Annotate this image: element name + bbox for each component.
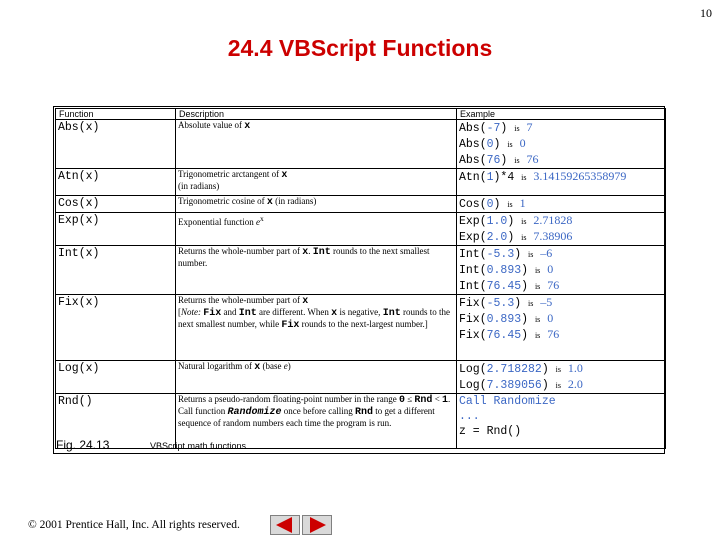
function-cell: [56, 196, 176, 213]
description-cell: Trigonometric arctangent of x (in radians): [176, 169, 457, 196]
description-cell: Trigonometric cosine of x (in radians): [176, 196, 457, 213]
right-arrow-icon: [302, 515, 332, 535]
example-cell: [457, 120, 666, 169]
table-row: [56, 169, 666, 196]
function-cell: [56, 120, 176, 169]
next-slide-button[interactable]: [302, 515, 332, 535]
example-line: z = Rnd(): [459, 425, 522, 438]
description-cell: Returns the whole-number part of x [Note: Fix and Int are different. When x is negative, Int rounds to the next smallest number, while Fix rounds to the next-largest number.]: [176, 295, 457, 361]
function-name: Int(x): [58, 247, 100, 260]
description-cell: Returns a pseudo-random floating-point number in the range 0 ≤ Rnd < 1. Call function Randomize once before calling Rnd to get a different sequence of random numbers each time the program is run.: [176, 394, 457, 449]
copyright-footer: © 2001 Prentice Hall, Inc. All rights reserved.: [28, 519, 240, 531]
example-line: ...: [459, 410, 480, 423]
example-line: Exp(2.0) is 7.38906: [459, 229, 573, 244]
table-row: [56, 246, 666, 295]
example-line: Int(-5.3) is –6: [459, 246, 553, 261]
function-cell: [56, 169, 176, 196]
math-functions-table: [55, 108, 666, 449]
previous-slide-button[interactable]: [270, 515, 300, 535]
figure-caption: VBScript math functions.: [150, 441, 249, 451]
example-line: Log(2.718282) is 1.0: [459, 361, 583, 376]
function-name: Cos(x): [58, 197, 100, 210]
example-line: Log(7.389056) is 2.0: [459, 377, 583, 392]
example-line: Exp(1.0) is 2.71828: [459, 213, 573, 228]
example-line: Fix(76.45) is 76: [459, 327, 560, 342]
table-row: [56, 213, 666, 246]
slide-title: 24.4 VBScript Functions: [227, 35, 493, 61]
example-line: Cos(0) is 1: [459, 196, 526, 211]
example-line: Atn(1)*4 is 3.14159265358979: [459, 169, 627, 184]
example-line: Int(0.893) is 0: [459, 262, 554, 277]
table-row: [56, 120, 666, 169]
function-name: Fix(x): [58, 296, 100, 309]
function-cell: [56, 246, 176, 295]
example-cell: [457, 361, 666, 394]
table-row: [56, 196, 666, 213]
left-arrow-icon: [270, 515, 300, 535]
function-name: Atn(x): [58, 170, 100, 183]
example-cell: [457, 196, 666, 213]
example-line: Abs(-7) is 7: [459, 120, 533, 135]
example-line: Fix(-5.3) is –5: [459, 295, 553, 310]
description-cell: Absolute value of x: [176, 120, 457, 169]
page-number: 10: [700, 6, 712, 20]
example-cell: [457, 169, 666, 196]
function-name: Exp(x): [58, 214, 100, 227]
figure-label: Fig. 24.13: [56, 438, 110, 452]
table-header-row: [56, 109, 666, 120]
example-cell: [457, 213, 666, 246]
function-cell: [56, 213, 176, 246]
function-name: Rnd(): [58, 395, 93, 408]
figure-frame: [53, 106, 665, 454]
function-cell: [56, 361, 176, 394]
function-name: Abs(x): [58, 121, 100, 134]
table-row: [56, 295, 666, 361]
example-line: Int(76.45) is 76: [459, 278, 560, 293]
column-header-example: Example: [457, 109, 666, 120]
table-body: [56, 120, 666, 449]
table-row: [56, 361, 666, 394]
function-cell: [56, 295, 176, 361]
description-cell: Returns the whole-number part of x. Int rounds to the next smallest number.: [176, 246, 457, 295]
example-line: Abs(0) is 0: [459, 136, 526, 151]
example-cell: [457, 295, 666, 361]
column-header-description: Description: [176, 109, 457, 120]
description-cell: Natural logarithm of x (base e): [176, 361, 457, 394]
example-line: Call Randomize: [459, 395, 556, 408]
column-header-function: Function: [56, 109, 176, 120]
example-cell: [457, 246, 666, 295]
description-cell: Exponential function $e^x$: [176, 213, 457, 246]
example-line: Fix(0.893) is 0: [459, 311, 554, 326]
example-line: Abs(76) is 76: [459, 152, 539, 167]
function-name: Log(x): [58, 362, 100, 375]
figure-caption-row: [56, 438, 662, 452]
